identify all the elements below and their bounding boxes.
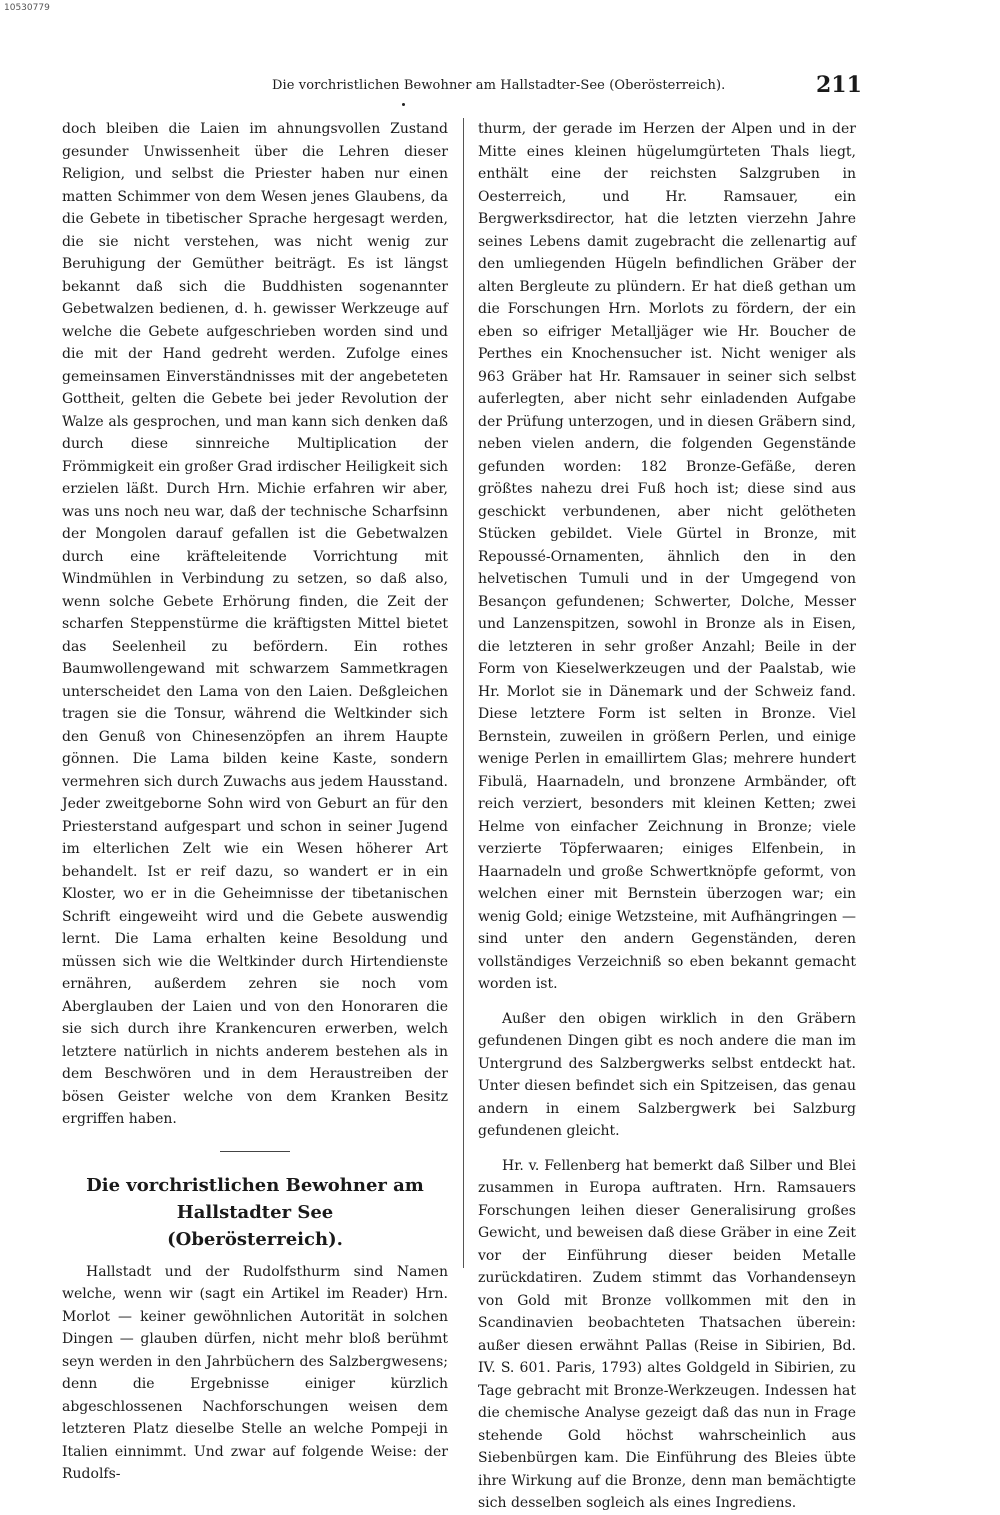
headline-line: Die vorchristlichen Bewohner am Hallstadter See [86, 1174, 424, 1223]
running-head: Die vorchristlichen Bewohner am Hallstadter-See (Oberösterreich). [272, 78, 726, 93]
section-divider [220, 1151, 290, 1152]
article-headline [62, 1172, 448, 1253]
paragraph: Außer den obigen wirklich in den Gräbern gefundenen Dingen gibt es noch andere die man im Untergrund des Salzbergwerks selbst entdeckt hat. Unter diesen befindet sich ein Spitzeisen, das genau andern in einem Salzbergwerk bei Salzburg gefundenen gleicht. [478, 1010, 856, 1139]
ink-speck [402, 103, 405, 106]
paragraph: Hr. v. Fellenberg hat bemerkt daß Silber und Blei zusammen in Europa auftraten. Hrn. Ramsauers Forschungen leihen dieser Generalisirung großes Gewicht, und beweisen daß diese Gräber in eine Zeit vor der Einführung dieser beiden Metalle zurückdatiren. Zudem stimmt das Vorhandenseyn von Gold mit Bronze vollkommen mit den in Scandinavien beobachteten Thatsachen überein: außer diesen erwähnt Pallas (Reise in Sibirien, Bd. IV. S. 601. Paris, 1793) altes Goldgeld in Sibirien, zu Tage gebracht mit Bronze-Werkzeugen. Indessen hat die chemische Analyse gezeigt daß das nun in Frage stehende Gold höchst wahrscheinlich aus Siebenbürgen kam. Die Einführung des Bleies übte ihre Wirkung auf die Bronze, denn man bemächtigte sich desselben sogleich als eines Ingrediens. [478, 1157, 856, 1511]
left-column [62, 118, 448, 1486]
paragraph-gap [478, 996, 856, 1008]
paragraph-gap [478, 1143, 856, 1155]
paragraph: Hallstadt und der Rudolfsthurm sind Namen welche, wenn wir (sagt ein Artikel im Reader) Hrn. Morlot — keiner gewöhnlichen Autorität in solchen Dingen — glauben dürfen, nicht mehr bloß berühmt seyn werden in den Jahrbüchern des Salzbergwesens; denn die Ergebnisse einiger kürzlich abgeschlossenen Nachforschungen weisen dem letzteren Platz dieselbe Stelle an welche Pompeji in Italien einnimmt. Und zwar auf folgende Weise: der Rudolfs- [62, 1263, 448, 1482]
paragraph: thurm, der gerade im Herzen der Alpen und in der Mitte eines kleinen hügelumgürteten Thals liegt, enthält eine der reichsten Salzgruben in Oesterreich, und Hr. Ramsauer, ein Bergwerksdirector, hat die letzten vierzehn Jahre seines Lebens damit zugebracht die zellenartig auf den umliegenden Hügeln befindlichen Gräber der alten Bergleute zu plündern. Er hat dieß gethan um die Forschungen Hrn. Morlots zu fördern, der ein eben so eifriger Metalljäger wie Hr. Boucher de Perthes ein Knochensucher ist. Nicht weniger als 963 Gräber hat Hr. Ramsauer in seiner sich selbst auferlegten, aber nicht sehr einladenden Aufgabe der Prüfung unterzogen, und in diesen Gräbern sind, neben vielen andern, die folgenden Gegenstände gefunden worden: 182 Bronze-Gefäße, deren größtes nahezu drei Fuß hoch ist; diese sind aus geschickt verbundenen, aber nicht gelötheten Stücken gebildet. Viele Gürtel in Bronze, mit Repoussé-Ornamenten, ähnlich den in den helvetischen Tumuli und in der Umgegend von Besançon gefundenen; Schwerter, Dolche, Messer und Lanzenspitzen, sowohl in Bronze als in Eisen, die letzteren in sehr großer Anzahl; Beile in der Form von Kieselwerkzeugen und der Paalstab, wie Hr. Morlot sie in Dänemark und der Schweiz fand. Diese letztere Form ist selten in Bronze. Viel Bernstein, zuweilen in größern Perlen, und einige wenige Perlen in emaillirtem Glas; mehrere hundert Fibulä, Haarnadeln, und bronzene Armbänder, oft reich verziert, besonders mit kleinen Ketten; zwei Helme von einfacher Zeichnung in Bronze; viele verzierte Töpferwaaren; einiges Elfenbein, in Haarnadeln und große Schwertknöpfe geformt, von welchen einer mit Bernstein überzogen war; ein wenig Gold; einige Wetzsteine, mit Aufhängringen — sind unter den andern Gegenständen, deren vollständiges Verzeichniß so eben bekannt gemacht worden ist. [478, 121, 856, 992]
page-number: 211 [816, 72, 862, 98]
headline-line: (Oberösterreich). [167, 1228, 343, 1250]
paragraph: doch bleiben die Laien im ahnungsvollen Zustand gesunder Unwissenheit über die Lehren dieser Religion, und selbst die Priester haben nur einen matten Schimmer von dem Wesen jenes Glaubens, da die Gebete in tibetischer Sprache hergesagt werden, die sie nicht verstehen, was nicht wenig zur Beruhigung der Gemüther beiträgt. Es ist längst bekannt daß sich die Buddhisten sogenannter Gebetwalzen bedienen, d. h. gewisser Werkzeuge auf welche die Gebete aufgeschrieben worden sind und die mit der Hand gedreht werden. Zufolge eines gemeinsamen Einverständnisses mit der angebeteten Gottheit, gelten die Gebete bei jeder Revolution der Walze als gesprochen, und man kann sich denken daß durch diese sinnreiche Multiplication der Frömmigkeit ein großer Grad irdischer Heiligkeit sich erzielen läßt. Durch Hrn. Michie erfahren wir aber, was uns noch neu war, daß der technische Scharfsinn der Mongolen darauf gefallen ist die Gebetwalzen durch eine kräfteleitende Vorrichtung mit Windmühlen in Verbindung zu setzen, so daß also, wenn solche Gebete Erhörung finden, die Zeit der scharfen Steppenstürme die kräftigsten Mittel bietet das Seelenheil zu befördern. Ein rothes Baumwollengewand mit schwarzem Sammetkragen unterscheidet den Lama von den Laien. Deßgleichen tragen sie die Tonsur, während die Weltkinder sich den Genuß von Chinesenzöpfen an ihrem Haupte gönnen. Die Lama bilden keine Kaste, sondern vermehren sich durch Zuwachs aus jedem Hausstand. Jeder zweitgeborne Sohn wird von Geburt an für den Priesterstand aufgespart und schon in seiner Jugend im elterlichen Zelt wie ein Wesen höherer Art behandelt. Ist er reif dazu, so wandert er in ein Kloster, wo er in die Geheimnisse der tibetanischen Schrift eingeweiht wird und die Gebete auswendig lernt. Die Lama erhalten keine Besoldung und müssen sich wie die Weltkinder durch Hirtendienste ernähren, außerdem zehren sie noch vom Aberglauben der Laien und von den Honoraren die sie sich durch ihre Krankencuren erwerben, welch letztere natürlich in nichts anderem bestehen als in dem Beschwören und in dem Heraustreiben der bösen Geister welche von dem Kranken Besitz ergriffen haben. [62, 121, 448, 1127]
right-column [478, 118, 856, 1515]
column-rule [463, 118, 464, 1268]
page-id: 10530779 [4, 3, 50, 13]
